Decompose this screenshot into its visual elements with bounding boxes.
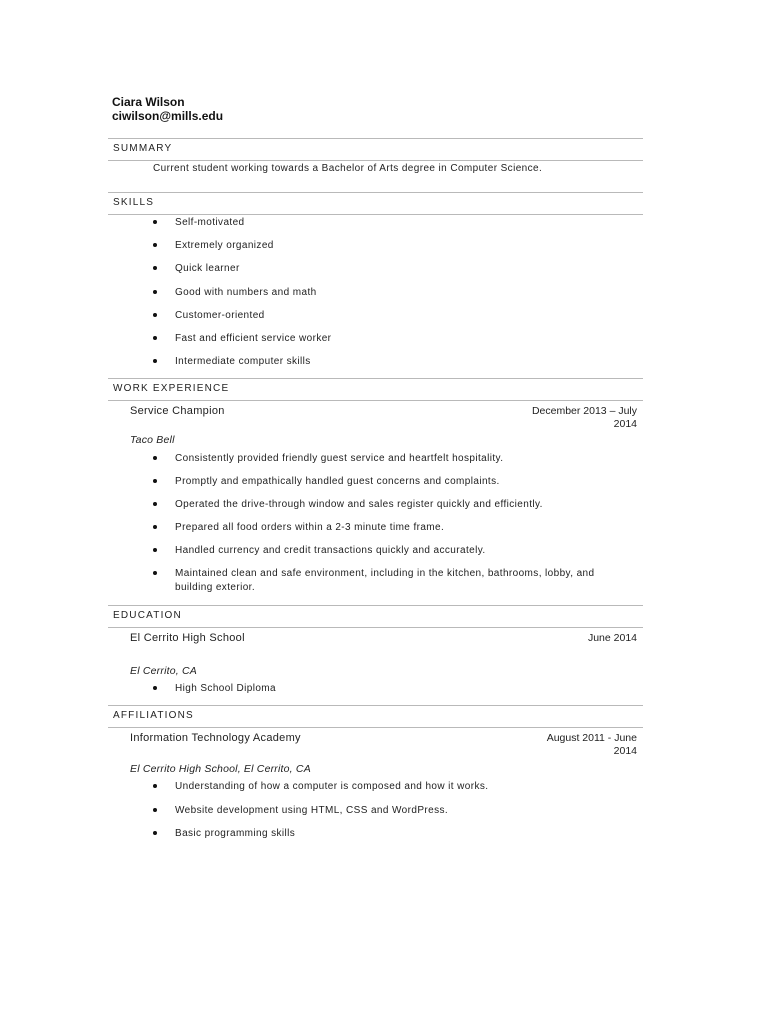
- bullet-icon: [153, 502, 157, 506]
- school-name: El Cerrito High School: [130, 632, 245, 644]
- list-item: Customer-oriented: [175, 309, 635, 323]
- bullet-icon: [153, 336, 157, 340]
- list-item: Operated the drive-through window and sales register quickly and efficiently.: [175, 498, 635, 512]
- education-section-header: [108, 605, 643, 628]
- affiliation-date: August 2011 - June 2014: [546, 732, 637, 757]
- job-title: Service Champion: [130, 405, 225, 417]
- school-location: El Cerrito, CA: [130, 665, 197, 677]
- list-item: Maintained clean and safe environment, including in the kitchen, bathrooms, lobby, and building exterior.: [175, 567, 635, 595]
- affiliations-title: AFFILIATIONS: [113, 710, 194, 721]
- skills-title: SKILLS: [113, 197, 155, 208]
- education-title: EDUCATION: [113, 610, 182, 621]
- job-date: December 2013 – July 2014: [531, 405, 637, 430]
- candidate-name: Ciara Wilson: [112, 95, 185, 109]
- employer-name: Taco Bell: [130, 434, 175, 446]
- summary-title: SUMMARY: [113, 143, 173, 154]
- list-item: Website development using HTML, CSS and WordPress.: [175, 804, 635, 818]
- resume-header: [112, 95, 223, 123]
- bullet-icon: [153, 571, 157, 575]
- affiliation-name: Information Technology Academy: [130, 732, 301, 744]
- bullet-icon: [153, 220, 157, 224]
- list-item: Consistently provided friendly guest service and heartfelt hospitality.: [175, 452, 635, 466]
- list-item: Intermediate computer skills: [175, 355, 635, 369]
- summary-section-header: [108, 138, 643, 161]
- list-item: Understanding of how a computer is composed and how it works.: [175, 780, 635, 794]
- affiliation-org: El Cerrito High School, El Cerrito, CA: [130, 763, 311, 775]
- bullet-icon: [153, 784, 157, 788]
- bullet-icon: [153, 456, 157, 460]
- list-item: Good with numbers and math: [175, 286, 635, 300]
- bullet-icon: [153, 831, 157, 835]
- bullet-icon: [153, 290, 157, 294]
- list-item: Fast and efficient service worker: [175, 332, 635, 346]
- list-item: High School Diploma: [175, 682, 635, 696]
- list-item: Extremely organized: [175, 239, 635, 253]
- bullet-icon: [153, 266, 157, 270]
- list-item: Handled currency and credit transactions quickly and accurately.: [175, 544, 635, 558]
- summary-text: Current student working towards a Bachelor of Arts degree in Computer Science.: [153, 163, 543, 174]
- bullet-icon: [153, 313, 157, 317]
- work-section-header: [108, 378, 643, 401]
- list-item: Self-motivated: [175, 216, 635, 230]
- affiliations-section-header: [108, 705, 643, 728]
- education-date: June 2014: [587, 632, 637, 644]
- bullet-icon: [153, 243, 157, 247]
- bullet-icon: [153, 548, 157, 552]
- list-item: Basic programming skills: [175, 827, 635, 841]
- bullet-icon: [153, 525, 157, 529]
- work-title: WORK EXPERIENCE: [113, 383, 230, 394]
- bullet-icon: [153, 359, 157, 363]
- list-item: Promptly and empathically handled guest concerns and complaints.: [175, 475, 635, 489]
- list-item: Prepared all food orders within a 2-3 minute time frame.: [175, 521, 635, 535]
- list-item: Quick learner: [175, 262, 635, 276]
- candidate-email: ciwilson@mills.edu: [112, 109, 224, 123]
- bullet-icon: [153, 479, 157, 483]
- skills-section-header: [108, 192, 643, 215]
- bullet-icon: [153, 808, 157, 812]
- bullet-icon: [153, 686, 157, 690]
